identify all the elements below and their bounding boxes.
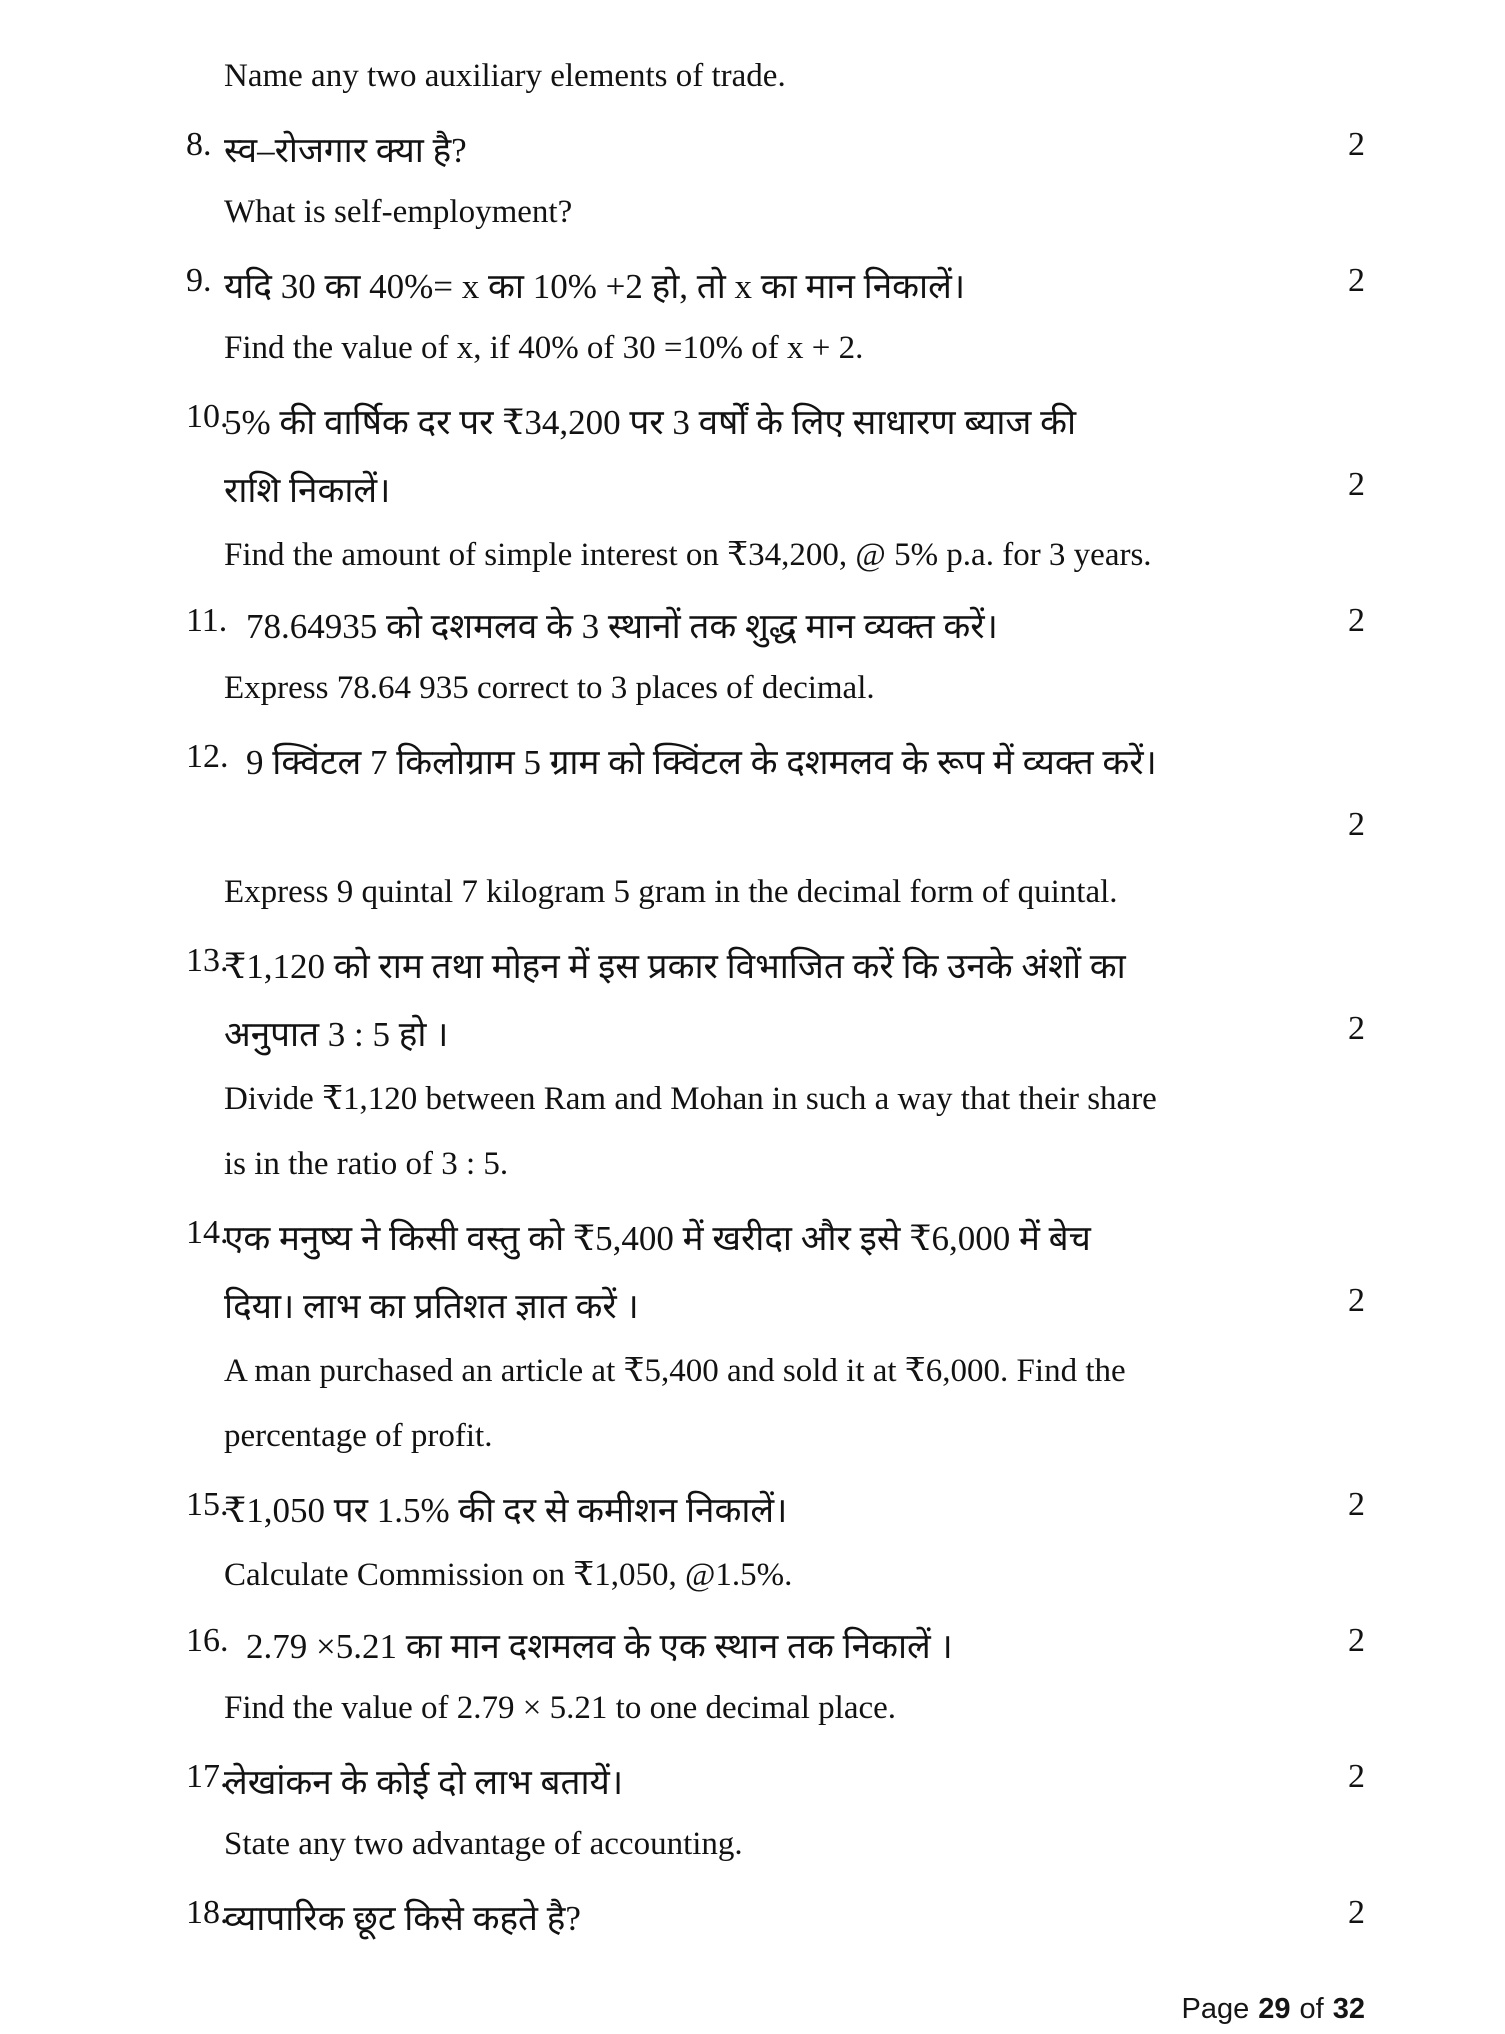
question-text: Calculate Commission on ₹1,050, @1.5%. xyxy=(224,1557,793,1593)
marks-value: 2 xyxy=(1348,262,1365,299)
question-line xyxy=(0,1350,1505,1418)
footer-page-label: Page xyxy=(1181,1993,1250,2025)
question-text: Find the amount of simple interest on ₹34,200, @ 5% p.a. for 3 years. xyxy=(224,537,1152,573)
question-number: 12. xyxy=(186,738,229,775)
question-line xyxy=(0,1622,1505,1690)
question-number: 8. xyxy=(186,126,212,163)
question-line xyxy=(0,806,1505,874)
question-line xyxy=(0,1418,1505,1486)
question-number: 18. xyxy=(186,1894,229,1931)
question-text: लेखांकन के कोई दो लाभ बतायें। xyxy=(224,1763,624,1802)
question-line xyxy=(0,670,1505,738)
question-line xyxy=(0,1282,1505,1350)
question-text: यदि 30 का 40%= x का 10% +2 हो, तो x का मान निकालें। xyxy=(224,267,966,306)
question-number: 17. xyxy=(186,1758,229,1795)
question-line xyxy=(0,1554,1505,1622)
question-list xyxy=(0,58,1505,1962)
question-number: 14. xyxy=(186,1214,229,1251)
question-line xyxy=(0,942,1505,1010)
question-number: 13. xyxy=(186,942,229,979)
question-line xyxy=(0,126,1505,194)
question-text: Find the value of 2.79 × 5.21 to one decimal place. xyxy=(224,1690,897,1726)
marks-value: 2 xyxy=(1348,1282,1365,1319)
marks-value: 2 xyxy=(1348,1486,1365,1523)
marks-value: 2 xyxy=(1348,126,1365,163)
question-text: Divide ₹1,120 between Ram and Mohan in such a way that their share xyxy=(224,1081,1157,1117)
question-text: Express 78.64 935 correct to 3 places of decimal. xyxy=(224,670,875,706)
question-line xyxy=(0,1690,1505,1758)
marks-value: 2 xyxy=(1348,806,1365,843)
question-text: एक मनुष्य ने किसी वस्तु को ₹5,400 में खरीदा और इसे ₹6,000 में बेच xyxy=(224,1219,1091,1258)
question-text: राशि निकालें। xyxy=(224,471,391,510)
question-text: percentage of profit. xyxy=(224,1418,493,1454)
question-line xyxy=(0,1146,1505,1214)
question-text: ₹1,050 पर 1.5% की दर से कमीशन निकालें। xyxy=(224,1491,788,1530)
question-number: 15. xyxy=(186,1486,229,1523)
question-number: 10. xyxy=(186,398,229,435)
question-line xyxy=(0,1826,1505,1894)
question-line xyxy=(0,1486,1505,1554)
question-number: 11. xyxy=(186,602,228,639)
footer-of-label: of xyxy=(1299,1993,1324,2025)
question-line xyxy=(0,194,1505,262)
question-number: 9. xyxy=(186,262,212,299)
question-text: Find the value of x, if 40% of 30 =10% of x + 2. xyxy=(224,330,864,366)
question-text: 5% की वार्षिक दर पर ₹34,200 पर 3 वर्षों के लिए साधारण ब्याज की xyxy=(224,403,1077,442)
question-text: What is self-employment? xyxy=(224,194,573,230)
question-text: दिया। लाभ का प्रतिशत ज्ञात करें । xyxy=(224,1287,639,1326)
question-line xyxy=(0,1758,1505,1826)
question-line xyxy=(0,398,1505,466)
question-text: 2.79 ×5.21 का मान दशमलव के एक स्थान तक निकालें । xyxy=(246,1627,953,1666)
question-text: व्यापारिक छूट किसे कहते है? xyxy=(224,1899,581,1938)
question-text: 9 क्विंटल 7 किलोग्राम 5 ग्राम को क्विंटल के दशमलव के रूप में व्यक्त करें। xyxy=(246,743,1157,782)
question-line xyxy=(0,534,1505,602)
marks-value: 2 xyxy=(1348,466,1365,503)
question-line xyxy=(0,330,1505,398)
question-line xyxy=(0,58,1505,126)
question-line xyxy=(0,1214,1505,1282)
marks-value: 2 xyxy=(1348,1010,1365,1047)
question-text: स्व–रोजगार क्या है? xyxy=(224,131,467,170)
question-text: is in the ratio of 3 : 5. xyxy=(224,1146,509,1182)
question-line xyxy=(0,602,1505,670)
question-text: A man purchased an article at ₹5,400 and sold it at ₹6,000. Find the xyxy=(224,1353,1126,1389)
marks-value: 2 xyxy=(1348,1622,1365,1659)
question-line xyxy=(0,874,1505,942)
question-line xyxy=(0,466,1505,534)
footer-total-pages: 32 xyxy=(1332,1993,1365,2025)
question-text: 78.64935 को दशमलव के 3 स्थानों तक शुद्ध मान व्यक्त करें। xyxy=(246,607,998,646)
marks-value: 2 xyxy=(1348,602,1365,639)
question-number: 16. xyxy=(186,1622,229,1659)
question-text: Express 9 quintal 7 kilogram 5 gram in the decimal form of quintal. xyxy=(224,874,1118,910)
question-line xyxy=(0,738,1505,806)
marks-value: 2 xyxy=(1348,1758,1365,1795)
question-line xyxy=(0,1078,1505,1146)
question-text: Name any two auxiliary elements of trade. xyxy=(224,58,786,94)
marks-value: 2 xyxy=(1348,1894,1365,1931)
question-line xyxy=(0,1010,1505,1078)
question-text: ₹1,120 को राम तथा मोहन में इस प्रकार विभाजित करें कि उनके अंशों का xyxy=(224,947,1126,986)
question-line xyxy=(0,1894,1505,1962)
question-text: State any two advantage of accounting. xyxy=(224,1826,743,1862)
page-footer xyxy=(1182,1993,1365,2026)
question-line xyxy=(0,262,1505,330)
question-text: अनुपात 3 : 5 हो । xyxy=(224,1015,449,1054)
footer-page-number: 29 xyxy=(1258,1993,1291,2025)
